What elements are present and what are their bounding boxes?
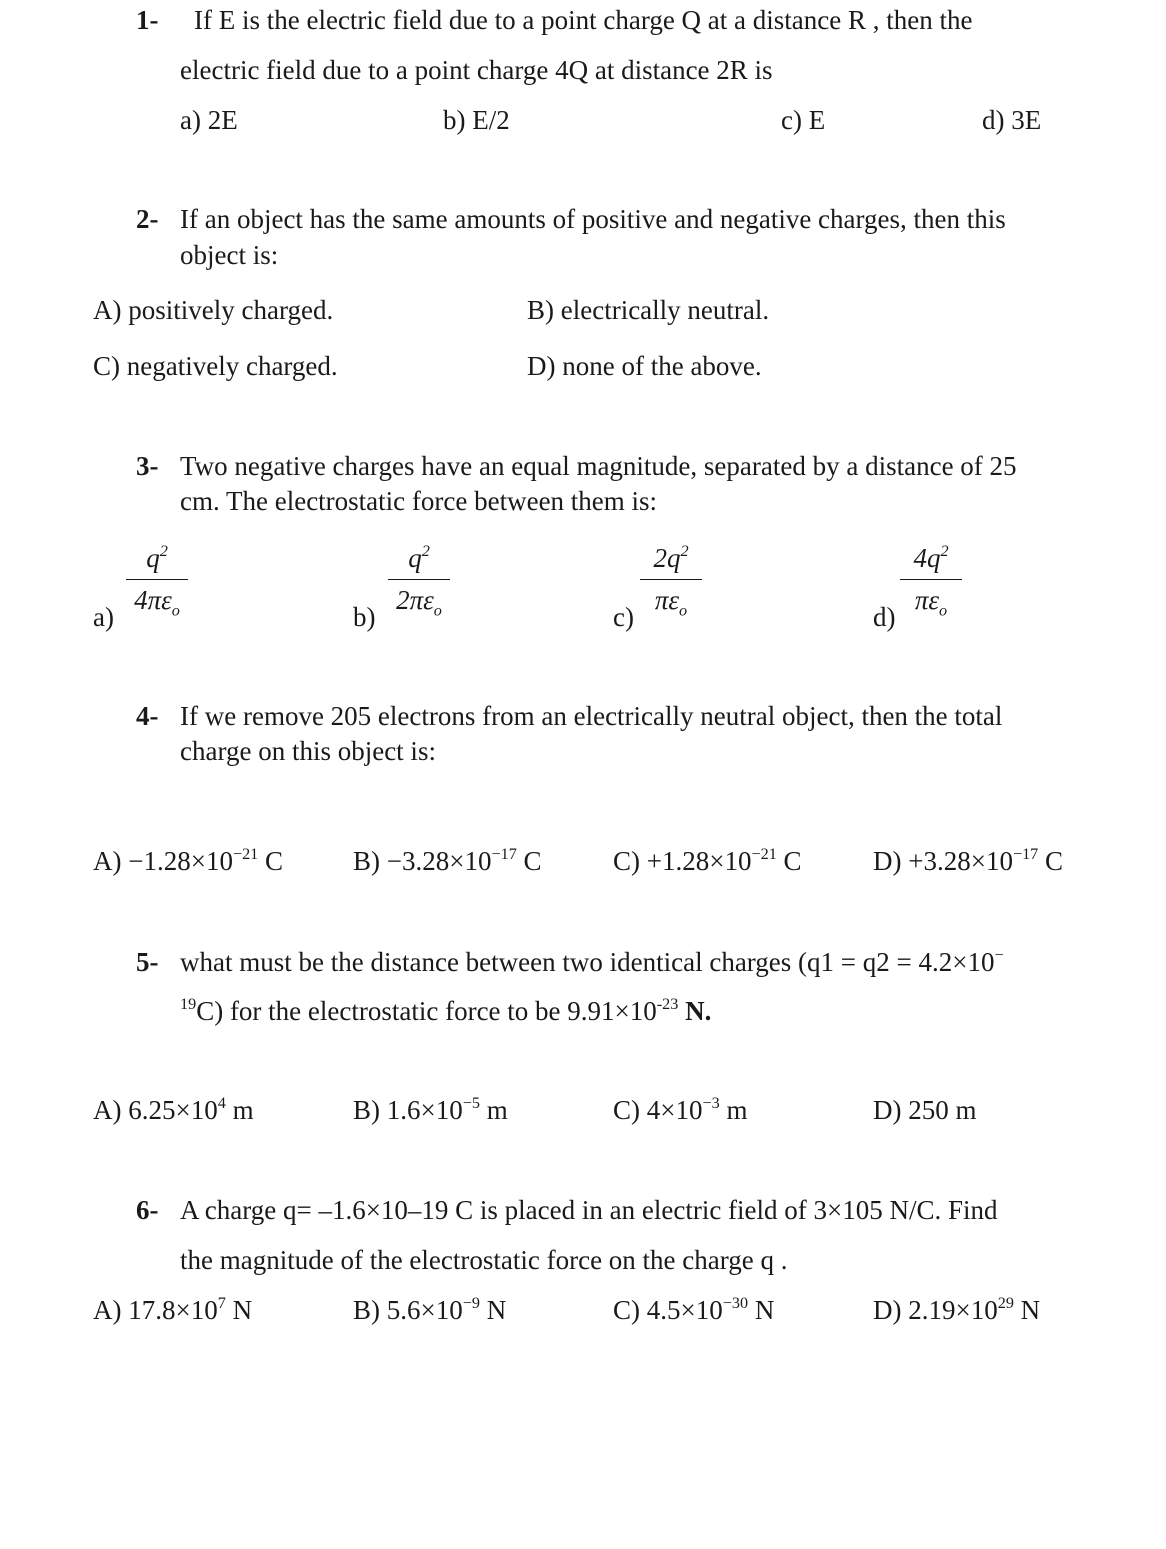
option-c-base: C) 4.5×10	[613, 1295, 723, 1325]
denominator: πε	[654, 585, 680, 615]
option-a-unit: C	[258, 846, 284, 876]
option-d	[873, 1293, 1041, 1325]
option-a	[93, 1293, 253, 1325]
option-b-exponent: −5	[462, 1093, 480, 1112]
question-text-line2: cm. The electrostatic force between them is:	[180, 486, 658, 516]
denominator-subscript: o	[433, 601, 442, 620]
option-b-base: B) 1.6×10	[353, 1095, 463, 1125]
option-d: D) none of the above.	[527, 351, 762, 381]
question-number: 2-	[136, 204, 159, 234]
option-d	[873, 1097, 977, 1124]
numerator-exponent: 2	[940, 541, 949, 560]
denominator-subscript: o	[679, 601, 688, 620]
option-a	[93, 1093, 254, 1125]
fraction-bar	[640, 579, 702, 580]
option-d: d) 3E	[982, 105, 1042, 135]
denominator-subscript: o	[939, 601, 948, 620]
option-a-base: A) 17.8×10	[93, 1295, 218, 1325]
option-d-base: D) +3.28×10	[873, 846, 1013, 876]
option-c	[613, 844, 802, 876]
option-d-base: D) 2.19×10	[873, 1295, 998, 1325]
option-a: A) positively charged.	[93, 295, 334, 325]
fraction-bar	[900, 579, 962, 580]
numerator: q	[146, 543, 160, 573]
numerator: 4q	[913, 543, 941, 573]
question-number: 6-	[136, 1195, 159, 1225]
option-b-exponent: −17	[491, 844, 517, 863]
option-d-exponent: −17	[1012, 844, 1039, 863]
question-text-line2: charge on this object is:	[180, 736, 436, 766]
option-d-label: d)	[873, 602, 896, 632]
fraction-bar	[388, 579, 450, 580]
fraction-bar	[126, 579, 188, 580]
question-text-line1	[180, 945, 1004, 977]
option-a: a) 2E	[180, 105, 238, 135]
question-number: 4-	[136, 701, 159, 731]
denominator: 4πε	[134, 585, 172, 615]
option-b-base: B) 5.6×10	[353, 1295, 463, 1325]
question-text-line1: Two negative charges have an equal magnitude, separated by a distance of 25	[180, 451, 1017, 481]
option-c	[613, 1093, 748, 1125]
question-text-line2: object is:	[180, 240, 279, 270]
numerator: q	[408, 543, 422, 573]
option-c	[613, 1293, 775, 1325]
numerator-exponent: 2	[421, 541, 430, 560]
option-d-exponent: 29	[997, 1293, 1014, 1312]
option-c: c) E	[781, 105, 826, 135]
denominator: πε	[914, 585, 940, 615]
option-d-unit: N	[1013, 1295, 1041, 1325]
option-b	[353, 1293, 507, 1325]
option-c-exponent: −21	[751, 844, 777, 863]
option-a	[93, 844, 284, 876]
option-a-exponent: −21	[232, 844, 259, 863]
question-text-line1-main: what must be the distance between two identical charges (q1 = q2 = 4.2×10	[180, 947, 995, 977]
option-b-unit: C	[516, 846, 542, 876]
option-c-base: C) 4×10	[613, 1095, 703, 1125]
denominator: 2πε	[396, 585, 434, 615]
option-c-unit: N	[748, 1295, 775, 1325]
option-c: C) negatively charged.	[93, 351, 338, 381]
option-a-base: A) 6.25×10	[93, 1095, 218, 1125]
option-b-unit: m	[479, 1095, 508, 1125]
option-b	[353, 1093, 508, 1125]
option-a-unit: N	[225, 1295, 253, 1325]
question-text-line2-end: N.	[678, 996, 712, 1026]
numerator: 2q	[653, 543, 681, 573]
option-b-unit: N	[479, 1295, 507, 1325]
option-a-unit: m	[225, 1095, 254, 1125]
option-c-exponent: −3	[702, 1093, 720, 1112]
option-c-unit: m	[719, 1095, 748, 1125]
question-number: 1-	[136, 5, 159, 35]
option-b-exponent: −9	[462, 1293, 480, 1312]
question-text-line1: If we remove 205 electrons from an electrically neutral object, then the total	[180, 701, 1003, 731]
question-number: 3-	[136, 451, 159, 481]
exponent: -23	[656, 994, 679, 1013]
question-text-line1: A charge q= –1.6×10–19 C is placed in an electric field of 3×105 N/C. Find	[180, 1195, 998, 1225]
option-a-exponent: 4	[217, 1093, 226, 1112]
exponent: 19	[180, 994, 197, 1013]
question-text-line1: If an object has the same amounts of positive and negative charges, then this	[180, 204, 1006, 234]
option-a-exponent: 7	[217, 1293, 226, 1312]
option-b-base: B) −3.28×10	[353, 846, 492, 876]
question-text-line1-trail: −	[994, 945, 1004, 964]
option-d-unit: C	[1038, 846, 1064, 876]
option-c-label: c)	[613, 602, 634, 632]
numerator-exponent: 2	[159, 541, 168, 560]
question-text-line1: If E is the electric field due to a point charge Q at a distance R , then the	[194, 5, 973, 35]
question-number: 5-	[136, 947, 159, 977]
option-b	[353, 844, 542, 876]
option-c-unit: C	[776, 846, 802, 876]
option-a-base: A) −1.28×10	[93, 846, 233, 876]
option-d	[873, 844, 1064, 876]
question-text-line2	[180, 994, 712, 1026]
numerator-exponent: 2	[680, 541, 689, 560]
option-b: B) electrically neutral.	[527, 295, 770, 325]
option-b: b) E/2	[443, 105, 510, 135]
option-d-base: D) 250 m	[873, 1095, 977, 1125]
option-b-label: b)	[353, 602, 376, 632]
option-c-exponent: −30	[722, 1293, 749, 1312]
denominator-subscript: o	[171, 601, 180, 620]
question-text-line2: the magnitude of the electrostatic force on the charge q .	[180, 1245, 788, 1275]
option-a-label: a)	[93, 602, 114, 632]
question-text-line2: electric field due to a point charge 4Q at distance 2R is	[180, 55, 773, 85]
question-text-line2-main: C) for the electrostatic force to be 9.91×10	[196, 996, 657, 1026]
option-c-base: C) +1.28×10	[613, 846, 752, 876]
